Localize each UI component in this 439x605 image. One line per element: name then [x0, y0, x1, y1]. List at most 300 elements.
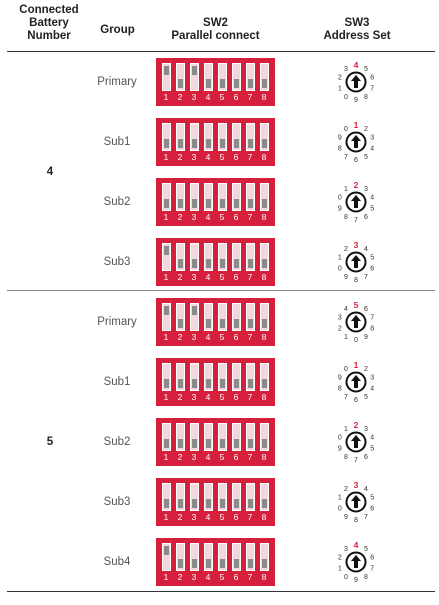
- switch-number: 4: [205, 92, 211, 102]
- switch-knob-off: [220, 439, 225, 448]
- switch-number: 3: [191, 452, 197, 462]
- dip-switch[interactable]: [162, 63, 171, 91]
- address-dial[interactable]: [332, 178, 380, 226]
- switch-number: 8: [261, 272, 267, 282]
- dial-digit: 0: [344, 366, 348, 374]
- switch-knob-off: [164, 439, 169, 448]
- dial-digit: 8: [370, 325, 375, 333]
- dip-switch[interactable]: [190, 363, 199, 391]
- dial-digit: 5: [370, 254, 375, 262]
- switch-knob-off: [234, 79, 239, 88]
- switch-knob-off: [234, 499, 239, 508]
- dial-digit: 0: [344, 93, 348, 101]
- switch-knob-off: [206, 199, 211, 208]
- dip-switch[interactable]: [176, 543, 185, 571]
- switch-number: 1: [163, 272, 169, 282]
- dip-switch[interactable]: [218, 363, 227, 391]
- dip-switch[interactable]: [162, 123, 171, 151]
- address-dial[interactable]: [332, 478, 380, 526]
- dip-switch-bank: [156, 178, 275, 226]
- switch-number: 2: [177, 152, 183, 162]
- switch-number: 1: [163, 332, 169, 342]
- bottom-rule: [7, 591, 435, 592]
- switch-number: 7: [247, 332, 253, 342]
- rotary-switch-icon: [332, 538, 380, 586]
- switch-knob-on: [192, 306, 197, 315]
- switch-number: 1: [163, 452, 169, 462]
- switch-knob-off: [178, 379, 183, 388]
- switch-knob-on: [164, 66, 169, 75]
- dip-switch[interactable]: [232, 63, 241, 91]
- switch-number: 1: [163, 92, 169, 102]
- group-label: Sub2: [103, 196, 131, 208]
- rotary-switch-icon: [332, 238, 380, 286]
- switch-knob-off: [262, 379, 267, 388]
- switch-number: 7: [247, 212, 253, 222]
- switch-knob-off: [220, 559, 225, 568]
- switch-knob-off: [234, 259, 239, 268]
- dip-switch[interactable]: [232, 483, 241, 511]
- dip-switch[interactable]: [176, 483, 185, 511]
- switch-knob-off: [178, 259, 183, 268]
- dip-switch[interactable]: [204, 483, 213, 511]
- rotary-switch-icon: [332, 478, 380, 526]
- switch-knob-off: [164, 139, 169, 148]
- switch-knob-on: [164, 546, 169, 555]
- dip-switch[interactable]: [190, 183, 199, 211]
- dial-digit: 9: [364, 333, 368, 341]
- switch-number: 5: [219, 92, 225, 102]
- switch-number: 1: [163, 392, 169, 402]
- dial-digit: 9: [344, 513, 348, 521]
- switch-knob-off: [262, 259, 267, 268]
- dial-digit: 4: [370, 434, 375, 442]
- dial-digit: 4: [370, 145, 375, 153]
- switch-number: 4: [205, 272, 211, 282]
- dial-digit: 3: [353, 240, 359, 250]
- battery-count: 4: [46, 166, 54, 178]
- switch-number: 4: [205, 212, 211, 222]
- group-label: Sub4: [103, 556, 131, 568]
- switch-number: 6: [233, 332, 239, 342]
- dial-digit: 1: [337, 565, 342, 573]
- switch-knob-off: [248, 559, 253, 568]
- dial-digit: 7: [344, 393, 348, 401]
- dial-digit: 9: [354, 577, 358, 584]
- dip-switch[interactable]: [246, 243, 255, 271]
- dip-switch[interactable]: [260, 303, 269, 331]
- dial-digit: 4: [344, 306, 348, 314]
- dip-switch[interactable]: [176, 243, 185, 271]
- switch-knob-on: [164, 306, 169, 315]
- dial-digit: 3: [344, 66, 348, 74]
- switch-knob-off: [206, 259, 211, 268]
- dial-digit: 1: [344, 186, 348, 194]
- dip-switch[interactable]: [260, 543, 269, 571]
- group-label: Sub2: [103, 436, 131, 448]
- dip-switch[interactable]: [162, 543, 171, 571]
- dip-switch[interactable]: [232, 543, 241, 571]
- dip-switch-bank: [156, 418, 275, 466]
- address-dial[interactable]: [332, 238, 380, 286]
- dial-digit: 7: [364, 273, 368, 281]
- dip-switch[interactable]: [176, 123, 185, 151]
- switch-knob-off: [178, 79, 183, 88]
- dip-switch[interactable]: [176, 183, 185, 211]
- dip-switch[interactable]: [190, 243, 199, 271]
- switch-knob-off: [206, 79, 211, 88]
- dip-switch[interactable]: [246, 543, 255, 571]
- switch-number: 2: [177, 332, 183, 342]
- switch-knob-off: [234, 559, 239, 568]
- switch-number: 6: [233, 152, 239, 162]
- dip-switch[interactable]: [176, 63, 185, 91]
- dip-switch[interactable]: [246, 363, 255, 391]
- dial-digit: 1: [337, 85, 342, 93]
- dial-digit: 5: [370, 205, 375, 213]
- dip-switch[interactable]: [176, 303, 185, 331]
- dip-switch[interactable]: [204, 423, 213, 451]
- dial-digit: 0: [354, 337, 358, 344]
- dip-switch-bank: [156, 538, 275, 586]
- section-divider: [7, 290, 435, 291]
- dial-digit: 3: [353, 480, 359, 490]
- dial-digit: 2: [337, 74, 342, 82]
- dip-switch[interactable]: [232, 303, 241, 331]
- dip-switch[interactable]: [218, 183, 227, 211]
- dip-switch[interactable]: [204, 363, 213, 391]
- switch-knob-on: [164, 246, 169, 255]
- dial-digit: 3: [370, 134, 375, 142]
- switch-knob-off: [234, 319, 239, 328]
- dip-switch[interactable]: [260, 363, 269, 391]
- rotary-switch-icon: [332, 58, 380, 106]
- header-sw3: [305, 17, 409, 43]
- header-sw2-line-1: SW2: [203, 17, 228, 29]
- address-dial[interactable]: [332, 358, 380, 406]
- dip-switch[interactable]: [246, 183, 255, 211]
- dial-digit: 2: [337, 325, 342, 333]
- group-label: Sub1: [103, 136, 131, 148]
- switch-knob-off: [206, 139, 211, 148]
- rotary-switch-icon: [332, 178, 380, 226]
- dial-digit: 8: [354, 517, 358, 524]
- switch-number: 7: [247, 572, 253, 582]
- switch-number: 3: [191, 152, 197, 162]
- dial-digit: 8: [337, 385, 342, 393]
- header-connected-battery-number: [4, 4, 94, 43]
- dip-switch[interactable]: [218, 243, 227, 271]
- address-dial[interactable]: [332, 58, 380, 106]
- dial-digit: 5: [370, 494, 375, 502]
- dip-switch[interactable]: [204, 543, 213, 571]
- switch-knob-off: [262, 319, 267, 328]
- dial-digit: 0: [344, 126, 348, 134]
- switch-number: 2: [177, 512, 183, 522]
- dip-switch[interactable]: [260, 243, 269, 271]
- switch-knob-off: [262, 139, 267, 148]
- dial-digit: 7: [370, 565, 375, 573]
- dip-switch[interactable]: [232, 363, 241, 391]
- dip-switch[interactable]: [162, 483, 171, 511]
- switch-knob-off: [206, 379, 211, 388]
- dip-switch[interactable]: [218, 543, 227, 571]
- dip-switch[interactable]: [218, 63, 227, 91]
- switch-number: 7: [247, 92, 253, 102]
- dip-switch-bank: [156, 58, 275, 106]
- dip-switch[interactable]: [218, 423, 227, 451]
- dial-digit: 8: [354, 277, 358, 284]
- dial-digit: 7: [370, 85, 375, 93]
- dial-digit: 5: [353, 300, 359, 310]
- dip-switch[interactable]: [218, 483, 227, 511]
- switch-number: 5: [219, 152, 225, 162]
- dial-digit: 9: [337, 205, 342, 213]
- switch-number: 4: [205, 572, 211, 582]
- dip-switch[interactable]: [190, 303, 199, 331]
- dial-digit: 6: [364, 453, 368, 461]
- dip-switch-bank: [156, 298, 275, 346]
- switch-knob-off: [206, 559, 211, 568]
- dip-switch[interactable]: [232, 183, 241, 211]
- dial-digit: 6: [354, 157, 358, 164]
- group-label: Sub1: [103, 376, 131, 388]
- dip-switch[interactable]: [260, 63, 269, 91]
- rotary-switch-icon: [332, 358, 380, 406]
- dial-digit: 0: [337, 194, 342, 202]
- switch-number: 3: [191, 332, 197, 342]
- address-dial[interactable]: [332, 118, 380, 166]
- switch-knob-off: [248, 199, 253, 208]
- dial-digit: 9: [337, 134, 342, 142]
- switch-number: 2: [177, 452, 183, 462]
- switch-knob-off: [220, 319, 225, 328]
- dip-switch[interactable]: [162, 303, 171, 331]
- dip-switch[interactable]: [246, 63, 255, 91]
- dip-switch[interactable]: [218, 123, 227, 151]
- dial-digit: 8: [344, 213, 348, 221]
- dip-switch[interactable]: [190, 423, 199, 451]
- header-rule: [7, 51, 435, 52]
- dial-digit: 4: [353, 60, 359, 70]
- group-label: Primary: [97, 316, 137, 328]
- switch-number: 1: [163, 512, 169, 522]
- address-dial[interactable]: [332, 418, 380, 466]
- dip-switch[interactable]: [246, 423, 255, 451]
- dip-switch[interactable]: [190, 63, 199, 91]
- dip-switch[interactable]: [162, 363, 171, 391]
- dip-switch[interactable]: [232, 123, 241, 151]
- header-sw2-line-2: Parallel connect: [171, 30, 260, 42]
- dial-digit: 7: [364, 513, 368, 521]
- dip-switch[interactable]: [190, 483, 199, 511]
- switch-knob-off: [178, 199, 183, 208]
- dip-switch[interactable]: [162, 243, 171, 271]
- switch-knob-off: [234, 199, 239, 208]
- switch-number: 8: [261, 392, 267, 402]
- switch-number: 7: [247, 392, 253, 402]
- dial-digit: 9: [354, 97, 358, 104]
- dial-digit: 3: [344, 546, 348, 554]
- dial-digit: 1: [337, 494, 342, 502]
- switch-knob-off: [220, 79, 225, 88]
- dip-switch[interactable]: [204, 63, 213, 91]
- dial-digit: 1: [353, 120, 359, 130]
- switch-number: 6: [233, 92, 239, 102]
- dial-digit: 2: [364, 366, 368, 374]
- switch-number: 7: [247, 152, 253, 162]
- dip-switch-bank: [156, 358, 275, 406]
- switch-number: 5: [219, 392, 225, 402]
- dip-switch[interactable]: [204, 183, 213, 211]
- switch-knob-off: [178, 139, 183, 148]
- dip-switch[interactable]: [232, 423, 241, 451]
- dip-switch[interactable]: [162, 183, 171, 211]
- dip-switch[interactable]: [162, 423, 171, 451]
- switch-knob-off: [164, 199, 169, 208]
- switch-knob-off: [206, 319, 211, 328]
- switch-knob-off: [192, 379, 197, 388]
- switch-number: 5: [219, 512, 225, 522]
- dial-digit: 6: [370, 265, 375, 273]
- dial-digit: 7: [354, 457, 358, 464]
- switch-number: 3: [191, 212, 197, 222]
- dial-digit: 2: [344, 246, 348, 254]
- switch-number: 6: [233, 512, 239, 522]
- switch-knob-off: [262, 439, 267, 448]
- dial-digit: 3: [370, 374, 375, 382]
- switch-number: 5: [219, 452, 225, 462]
- dip-switch[interactable]: [190, 543, 199, 571]
- dip-switch[interactable]: [260, 183, 269, 211]
- switch-number: 7: [247, 452, 253, 462]
- dip-switch[interactable]: [246, 483, 255, 511]
- dial-digit: 7: [354, 217, 358, 224]
- dial-digit: 6: [370, 74, 375, 82]
- dip-switch[interactable]: [176, 363, 185, 391]
- dial-digit: 4: [370, 385, 375, 393]
- switch-knob-on: [192, 66, 197, 75]
- dial-digit: 2: [337, 554, 342, 562]
- dial-digit: 6: [370, 505, 375, 513]
- dial-digit: 7: [370, 314, 375, 322]
- switch-knob-off: [262, 199, 267, 208]
- dial-digit: 8: [364, 93, 368, 101]
- switch-knob-off: [192, 499, 197, 508]
- header-sw2: [156, 17, 275, 43]
- switch-number: 8: [261, 512, 267, 522]
- dial-digit: 5: [364, 66, 368, 74]
- dial-digit: 8: [364, 573, 368, 581]
- dip-switch[interactable]: [232, 243, 241, 271]
- group-label: Sub3: [103, 256, 131, 268]
- header-group: Group: [100, 24, 135, 36]
- switch-knob-off: [178, 499, 183, 508]
- dial-digit: 1: [344, 333, 348, 341]
- dial-digit: 9: [337, 445, 342, 453]
- dial-digit: 5: [364, 153, 368, 161]
- switch-knob-off: [220, 199, 225, 208]
- dial-digit: 0: [337, 434, 342, 442]
- dip-switch[interactable]: [260, 123, 269, 151]
- dip-switch[interactable]: [246, 303, 255, 331]
- switch-number: 2: [177, 212, 183, 222]
- switch-knob-off: [234, 439, 239, 448]
- header-count-line-3: Number: [27, 30, 71, 42]
- switch-knob-off: [206, 499, 211, 508]
- dip-switch[interactable]: [246, 123, 255, 151]
- dial-digit: 2: [353, 420, 359, 430]
- switch-number: 8: [261, 152, 267, 162]
- switch-number: 2: [177, 572, 183, 582]
- dip-switch[interactable]: [218, 303, 227, 331]
- switch-knob-off: [248, 319, 253, 328]
- dip-switch[interactable]: [204, 303, 213, 331]
- switch-knob-off: [248, 79, 253, 88]
- battery-count: 5: [46, 436, 54, 448]
- dip-switch[interactable]: [204, 243, 213, 271]
- dip-switch[interactable]: [260, 423, 269, 451]
- switch-knob-off: [220, 259, 225, 268]
- switch-number: 7: [247, 272, 253, 282]
- dial-digit: 6: [364, 306, 368, 314]
- switch-number: 1: [163, 212, 169, 222]
- dip-switch-bank: [156, 118, 275, 166]
- switch-knob-off: [192, 259, 197, 268]
- switch-number: 1: [163, 572, 169, 582]
- address-dial[interactable]: [332, 538, 380, 586]
- dip-switch[interactable]: [190, 123, 199, 151]
- switch-number: 8: [261, 332, 267, 342]
- dial-digit: 3: [337, 314, 342, 322]
- switch-number: 4: [205, 392, 211, 402]
- header-count-line-1: Connected: [19, 4, 79, 16]
- switch-number: 6: [233, 452, 239, 462]
- switch-number: 6: [233, 572, 239, 582]
- dial-digit: 7: [344, 153, 348, 161]
- switch-knob-off: [262, 499, 267, 508]
- dial-digit: 9: [337, 374, 342, 382]
- switch-number: 2: [177, 92, 183, 102]
- group-label: Sub3: [103, 496, 131, 508]
- rotary-switch-icon: [332, 118, 380, 166]
- dial-digit: 6: [354, 397, 358, 404]
- switch-knob-off: [220, 139, 225, 148]
- dial-digit: 1: [337, 254, 342, 262]
- dial-digit: 2: [364, 126, 368, 134]
- dial-digit: 3: [364, 186, 368, 194]
- dip-switch[interactable]: [260, 483, 269, 511]
- switch-number: 8: [261, 212, 267, 222]
- dial-digit: 0: [337, 505, 342, 513]
- dip-switch[interactable]: [176, 423, 185, 451]
- switch-number: 3: [191, 512, 197, 522]
- address-dial[interactable]: [332, 298, 380, 346]
- switch-knob-off: [262, 559, 267, 568]
- dial-digit: 0: [337, 265, 342, 273]
- switch-number: 3: [191, 92, 197, 102]
- header-sw3-line-1: SW3: [344, 17, 370, 29]
- switch-knob-off: [220, 379, 225, 388]
- switch-number: 3: [191, 572, 197, 582]
- switch-number: 5: [219, 212, 225, 222]
- header-sw3-line-2: Address Set: [323, 30, 391, 42]
- dial-digit: 4: [364, 246, 368, 254]
- switch-number: 8: [261, 572, 267, 582]
- dial-digit: 1: [344, 426, 348, 434]
- dip-switch[interactable]: [204, 123, 213, 151]
- switch-knob-off: [248, 139, 253, 148]
